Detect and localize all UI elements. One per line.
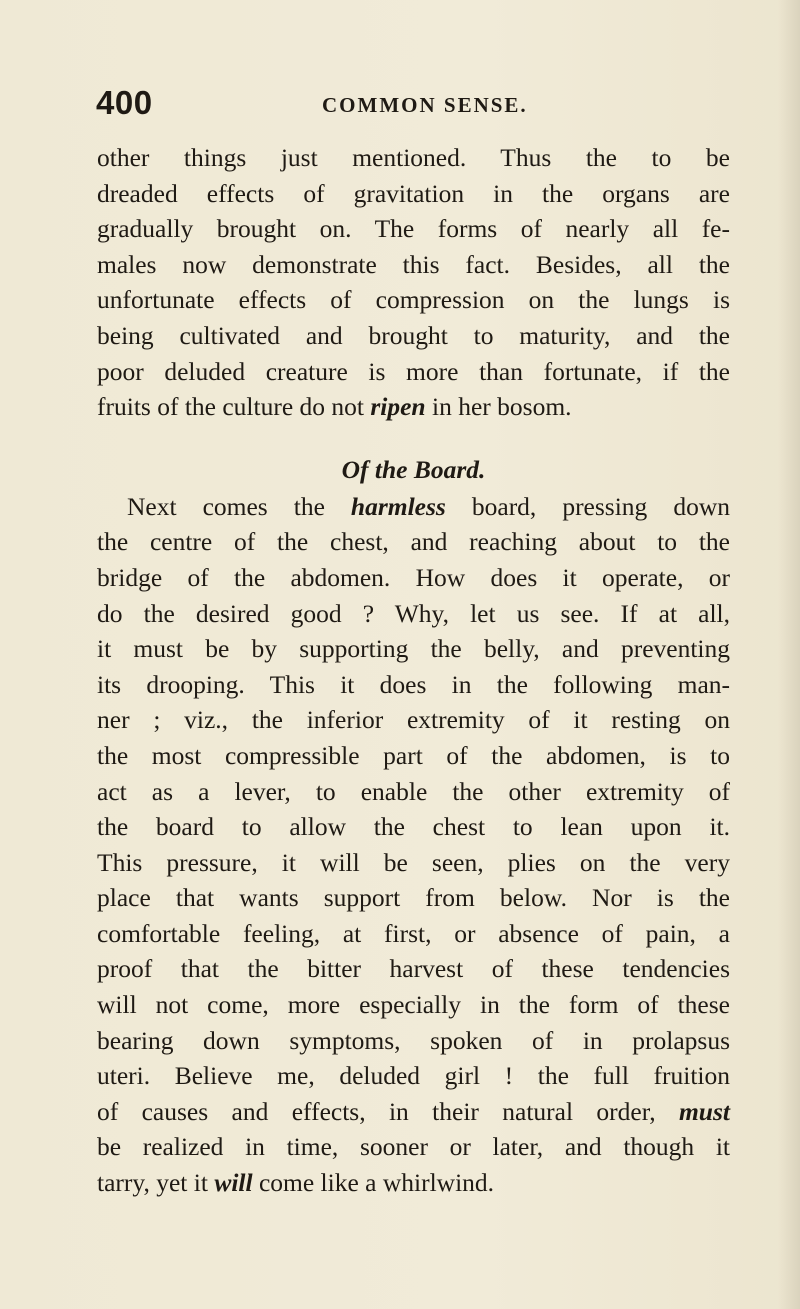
text-line: other things just mentioned. Thus the to be <box>97 143 730 172</box>
emphasis-will: will <box>214 1168 253 1198</box>
text-run: fruits of the culture do not <box>97 392 371 422</box>
text-line: the board to allow the chest to lean upon it. <box>97 812 730 842</box>
text-run: in her bosom. <box>425 392 572 422</box>
text-line: ner ; viz., the inferior extremity of it resting on <box>97 705 730 735</box>
text-run: of causes and effects, in their natural order, <box>97 1096 679 1126</box>
page-header <box>96 84 736 124</box>
text-line: proof that the bitter harvest of these tendencies <box>97 954 730 984</box>
text-line: the centre of the chest, and reaching about to the <box>97 527 730 557</box>
text-line: its drooping. This it does in the following man- <box>97 669 730 699</box>
text-line: poor deluded creature is more than fortunate, if the <box>97 356 730 386</box>
text-line: it must be by supporting the belly, and preventing <box>97 634 730 664</box>
section-heading: Of the Board. <box>341 454 486 484</box>
text-line: the most compressible part of the abdomen, is to <box>97 740 730 770</box>
text-run: tarry, yet it <box>97 1168 215 1198</box>
text-line: uteri. Believe me, deluded girl ! the full fruition <box>97 1061 730 1091</box>
text-line: place that wants support from below. Nor is the <box>97 883 730 913</box>
text-line: dreaded effects of gravitation in the organs are <box>97 178 730 208</box>
paragraph-board <box>97 489 730 1201</box>
paragraph-gravitation <box>97 140 730 425</box>
text-line: being cultivated and brought to maturity, and the <box>97 320 730 350</box>
text-line <box>97 1165 730 1201</box>
emphasis-ripen: ripen <box>370 392 426 422</box>
text-line <box>97 389 730 425</box>
text-line: act as a lever, to enable the other extremity of <box>97 776 730 806</box>
text-line: gradually brought on. The forms of nearly all fe- <box>97 214 730 244</box>
text-line <box>97 1094 730 1130</box>
text-line: do the desired good ? Why, let us see. If at all, <box>97 598 730 628</box>
text-line: bearing down symptoms, spoken of in prolapsus <box>97 1025 730 1055</box>
text-line: comfortable feeling, at first, or absence of pain, a <box>97 918 730 948</box>
text-line: bridge of the abdomen. How does it operate, or <box>97 562 730 592</box>
emphasis-must: must <box>678 1096 730 1126</box>
page-edge-shadow <box>778 0 800 1309</box>
text-line: unfortunate effects of compression on the lungs is <box>97 285 730 315</box>
text-run: come like a whirlwind. <box>252 1168 495 1198</box>
page-number: 400 <box>96 84 153 121</box>
text-line: will not come, more especially in the form of these <box>97 990 730 1020</box>
running-head: COMMON SENSE. <box>322 93 528 117</box>
emphasis-harmless: harmless <box>350 491 446 521</box>
text-run: board, pressing down <box>445 491 730 521</box>
body-text <box>97 140 730 1201</box>
text-line: This pressure, it will be seen, plies on the very <box>97 847 730 877</box>
text-line <box>97 489 730 525</box>
text-line: be realized in time, sooner or later, and though it <box>97 1132 730 1162</box>
text-line: males now demonstrate this fact. Besides, all the <box>97 249 730 279</box>
text-run: Next comes the <box>127 491 351 521</box>
